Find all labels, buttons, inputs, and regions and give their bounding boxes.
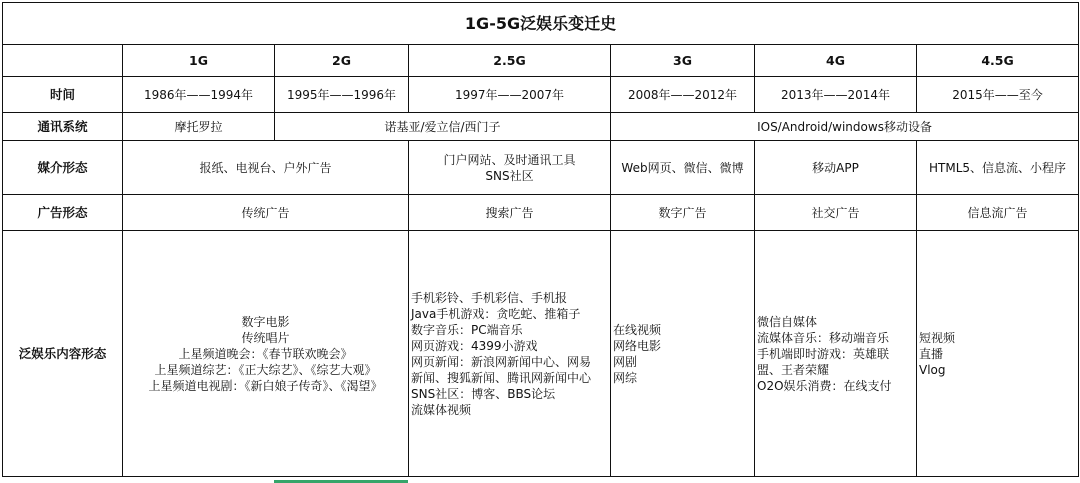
content-3g: [611, 231, 755, 477]
media-4g: [755, 141, 917, 195]
content-line: 短视频: [919, 330, 956, 345]
time-2-5g: 1997年——2007年: [409, 77, 611, 113]
content-row: [3, 231, 1079, 477]
content-line: 网页新闻：新浪网新闻中心、网易: [411, 354, 592, 369]
media-4-5g: [917, 141, 1079, 195]
media-2-5g: [409, 141, 611, 195]
content-line: 手机端即时游戏：英雄联: [757, 346, 890, 361]
table-title: 1G-5G泛娱乐变迁史: [3, 3, 1079, 45]
header-row: [3, 45, 1079, 77]
content-line: 网络电影: [613, 338, 662, 353]
media-line: HTML5、信息流、小程序: [929, 160, 1067, 175]
content-line: 在线视频: [613, 322, 662, 337]
content-line: 直播: [919, 346, 944, 361]
content-2-5g: [409, 231, 611, 477]
media-1g-2g: [123, 141, 409, 195]
row-label-comm: 通讯系统: [3, 113, 123, 141]
content-line: 上星频道电视剧：《新白娘子传奇》、《渴望》: [148, 378, 383, 393]
media-3g: [611, 141, 755, 195]
header-4-5g: 4.5G: [917, 45, 1079, 77]
content-line: 数字音乐：PC端音乐: [411, 322, 523, 337]
content-line: 流媒体音乐：移动端音乐: [757, 330, 890, 345]
time-4-5g: 2015年——至今: [917, 77, 1079, 113]
content-line: 手机彩铃、手机彩信、手机报: [411, 290, 568, 305]
content-line: 微信自媒体: [757, 314, 818, 329]
media-line: 报纸、电视台、户外广告: [199, 160, 332, 175]
header-3g: 3G: [611, 45, 755, 77]
content-line: O2O娱乐消费：在线支付: [757, 378, 892, 393]
content-line: 网页游戏：4399小游戏: [411, 338, 538, 353]
time-1g: 1986年——1994年: [123, 77, 275, 113]
comm-3g-4-5g: IOS/Android/windows移动设备: [611, 113, 1079, 141]
content-line: 网综: [613, 370, 638, 385]
time-3g: 2008年——2012年: [611, 77, 755, 113]
content-4-5g: [917, 231, 1079, 477]
content-line: 数字电影: [241, 314, 290, 329]
ad-3g: 数字广告: [611, 195, 755, 231]
media-line: Web网页、微信、微博: [621, 160, 744, 175]
time-4g: 2013年——2014年: [755, 77, 917, 113]
g-evolution-table: [2, 2, 1079, 477]
media-line: 门户网站、及时通讯工具: [443, 152, 576, 167]
content-line: 上星频道综艺：《正大综艺》、《综艺大观》: [154, 362, 377, 377]
row-label-media: 媒介形态: [3, 141, 123, 195]
content-line: Java手机游戏：贪吃蛇、推箱子: [411, 306, 581, 321]
ad-4g: 社交广告: [755, 195, 917, 231]
header-2-5g: 2.5G: [409, 45, 611, 77]
media-row: [3, 141, 1079, 195]
header-4g: 4G: [755, 45, 917, 77]
content-line: 流媒体视频: [411, 402, 472, 417]
ad-row: [3, 195, 1079, 231]
header-1g: 1G: [123, 45, 275, 77]
header-2g: 2G: [275, 45, 409, 77]
content-1g-2g: [123, 231, 409, 477]
row-label-ad: 广告形态: [3, 195, 123, 231]
content-line: 盟、王者荣耀: [757, 362, 830, 377]
time-2g: 1995年——1996年: [275, 77, 409, 113]
media-line: SNS社区: [485, 168, 534, 183]
content-4g: [755, 231, 917, 477]
ad-4-5g: 信息流广告: [917, 195, 1079, 231]
content-line: 新闻、搜狐新闻、腾讯网新闻中心: [411, 370, 592, 385]
ad-2-5g: 搜索广告: [409, 195, 611, 231]
media-line: 移动APP: [812, 160, 859, 175]
content-line: Vlog: [919, 362, 946, 377]
content-line: 网剧: [613, 354, 638, 369]
comm-2g-2-5g: 诺基亚/爱立信/西门子: [275, 113, 611, 141]
header-corner: [3, 45, 123, 77]
comm-row: [3, 113, 1079, 141]
row-label-content: 泛娱乐内容形态: [3, 231, 123, 477]
row-label-time: 时间: [3, 77, 123, 113]
comm-1g: 摩托罗拉: [123, 113, 275, 141]
content-line: 上星频道晚会：《春节联欢晚会》: [178, 346, 353, 361]
content-line: 传统唱片: [241, 330, 290, 345]
content-line: SNS社区：博客、BBS论坛: [411, 386, 556, 401]
ad-1g-2g: 传统广告: [123, 195, 409, 231]
time-row: [3, 77, 1079, 113]
